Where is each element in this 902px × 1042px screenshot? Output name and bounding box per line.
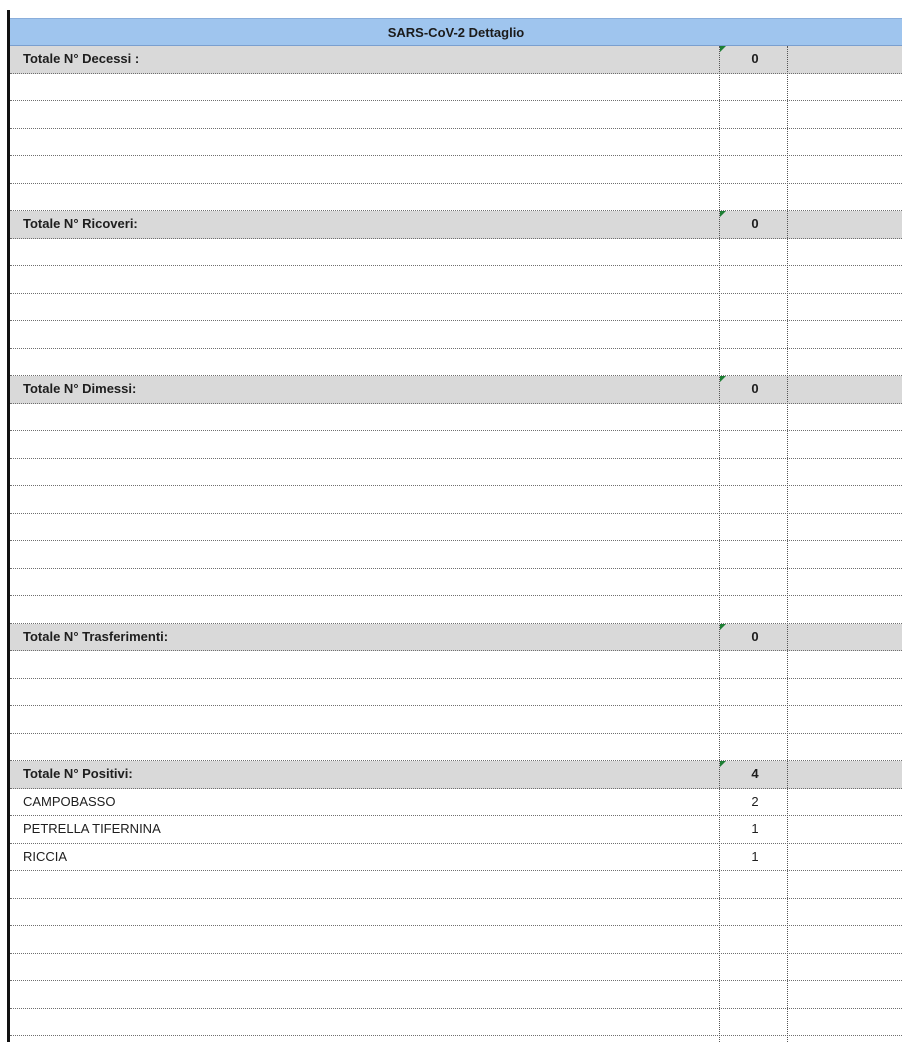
empty-row[interactable] xyxy=(10,184,902,212)
empty-row[interactable] xyxy=(10,954,902,982)
empty-row[interactable] xyxy=(10,541,902,569)
cell-comment-indicator-icon xyxy=(720,376,726,382)
section-total-row[interactable] xyxy=(10,761,902,789)
empty-row[interactable] xyxy=(10,981,902,1009)
section-total-value: 0 xyxy=(751,628,759,644)
empty-row[interactable] xyxy=(10,321,902,349)
entry-row[interactable] xyxy=(10,789,902,817)
section-total-row[interactable] xyxy=(10,624,902,652)
entry-value: 1 xyxy=(751,848,759,864)
empty-row[interactable] xyxy=(10,349,902,377)
empty-row[interactable] xyxy=(10,101,902,129)
section-total-row[interactable] xyxy=(10,211,902,239)
empty-row[interactable] xyxy=(10,926,902,954)
section-total-label: Totale N° Dimessi: xyxy=(23,381,137,396)
empty-row[interactable] xyxy=(10,404,902,432)
entry-row[interactable] xyxy=(10,844,902,872)
entry-name: PETRELLA TIFERNINA xyxy=(23,821,161,836)
section-total-value: 4 xyxy=(751,766,759,781)
section-total-label: Totale N° Decessi : xyxy=(23,51,140,66)
empty-row[interactable] xyxy=(10,596,902,624)
empty-row[interactable] xyxy=(10,514,902,542)
empty-row[interactable] xyxy=(10,294,902,322)
value-column-left-border xyxy=(719,46,720,1042)
section-total-row[interactable] xyxy=(10,376,902,404)
entry-value: 1 xyxy=(751,821,759,836)
entry-name: RICCIA xyxy=(23,848,68,864)
cell-comment-indicator-icon xyxy=(720,624,726,630)
cell-comment-indicator-icon xyxy=(720,46,726,52)
section-total-label: Totale N° Positivi: xyxy=(23,766,133,781)
entry-name: CAMPOBASSO xyxy=(23,793,116,809)
cell-comment-indicator-icon xyxy=(720,211,726,217)
empty-row[interactable] xyxy=(10,431,902,459)
section-total-value: 0 xyxy=(751,51,759,66)
empty-row[interactable] xyxy=(10,899,902,927)
empty-row[interactable] xyxy=(10,734,902,762)
section-total-value: 0 xyxy=(751,381,759,396)
empty-row[interactable] xyxy=(10,871,902,899)
section-total-row[interactable] xyxy=(10,46,902,74)
empty-row[interactable] xyxy=(10,239,902,267)
empty-row[interactable] xyxy=(10,651,902,679)
empty-row[interactable] xyxy=(10,569,902,597)
section-total-label: Totale N° Ricoveri: xyxy=(23,216,138,231)
empty-row[interactable] xyxy=(10,266,902,294)
empty-row[interactable] xyxy=(10,129,902,157)
section-total-label: Totale N° Trasferimenti: xyxy=(23,628,169,644)
cell-comment-indicator-icon xyxy=(720,761,726,767)
entry-row[interactable] xyxy=(10,816,902,844)
empty-row[interactable] xyxy=(10,74,902,102)
value-column-right-border xyxy=(787,46,788,1042)
empty-row[interactable] xyxy=(10,156,902,184)
empty-row[interactable] xyxy=(10,1009,902,1037)
section-total-value: 0 xyxy=(751,216,759,231)
sheet-title[interactable]: SARS-CoV-2 Dettaglio xyxy=(10,18,902,46)
entry-value: 2 xyxy=(751,793,759,809)
empty-row[interactable] xyxy=(10,706,902,734)
empty-row[interactable] xyxy=(10,459,902,487)
empty-row[interactable] xyxy=(10,486,902,514)
empty-row[interactable] xyxy=(10,679,902,707)
